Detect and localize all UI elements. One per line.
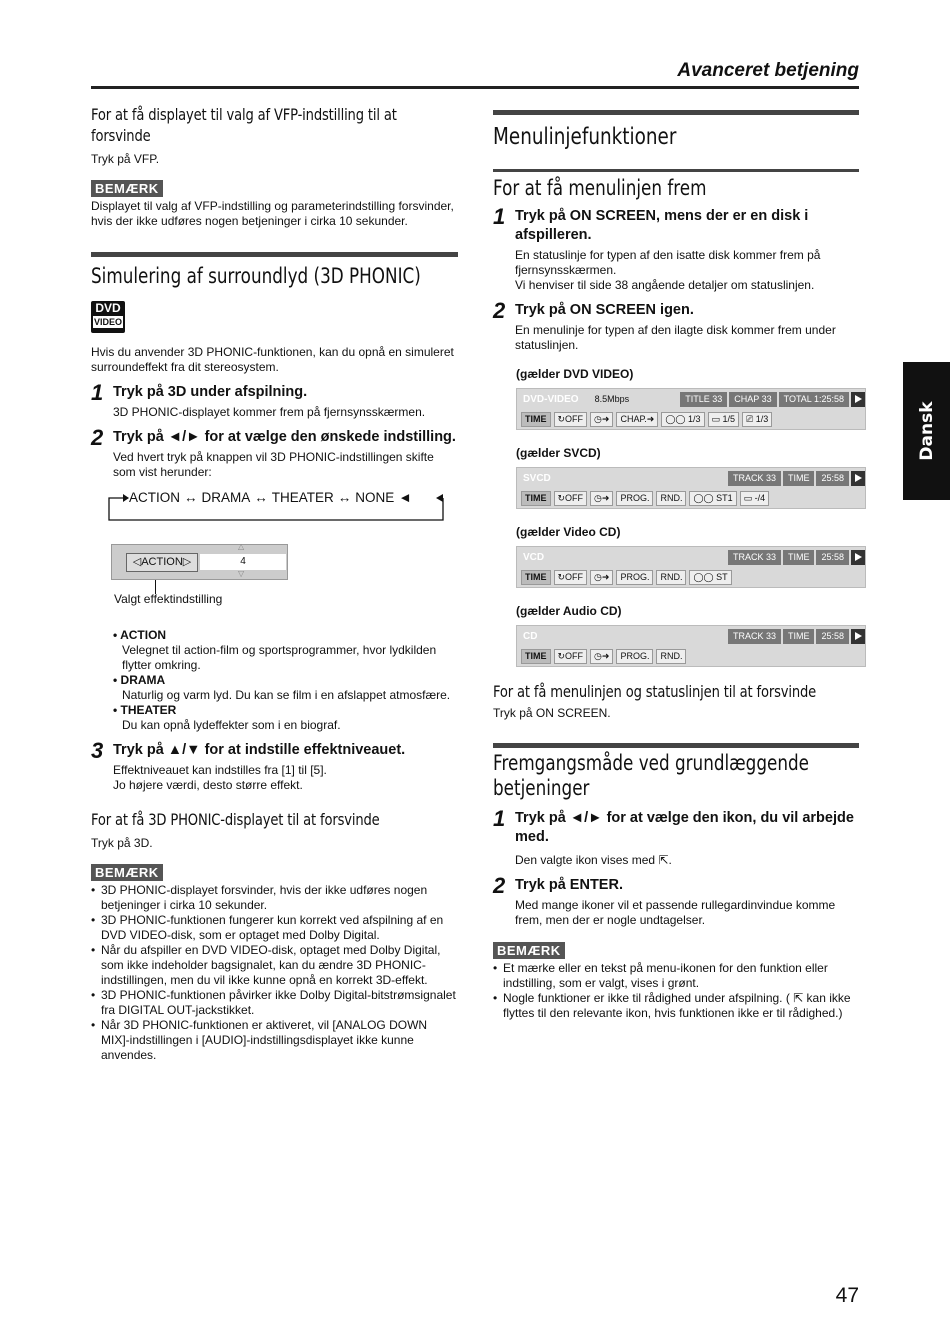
osd-label: (gælder SVCD) (516, 446, 601, 460)
menu-bar (517, 567, 865, 587)
step-title: Tryk på ENTER. (515, 877, 623, 893)
status-segment: 25:58 (816, 629, 849, 644)
menu-step-2 (493, 298, 859, 353)
step-text: Den valgte ikon vises med ⇱. (515, 853, 672, 867)
effect-theater: THEATER (271, 490, 334, 505)
display-caption: Valgt effektindstilling (114, 592, 223, 606)
play-icon (851, 629, 865, 644)
vfp-heading: For at få displayet til valg af VFP-indstilling til at forsvinde (91, 105, 397, 145)
effect-cycle-diagram (91, 488, 458, 528)
play-icon (851, 471, 865, 486)
section-rule (91, 252, 458, 257)
basic-heading: Fremgangsmåde ved grundlæggende betjeninger (493, 751, 809, 800)
status-segment: TRACK 33 (728, 550, 781, 565)
step-text: Ved hvert tryk på knappen vil 3D PHONIC-indstillingen skifte som vist herunder: (113, 450, 434, 479)
effect-desc-title: THEATER (120, 703, 177, 717)
menu-step-1 (493, 204, 859, 293)
step-number: 2 (493, 298, 506, 323)
effect-descriptions (91, 628, 458, 733)
menu-bar-item[interactable]: RND. (656, 570, 686, 585)
osd-bar (516, 625, 866, 667)
step-text: Jo højere værdi, desto større effekt. (113, 778, 303, 792)
menu-bar-item[interactable]: ↻OFF (554, 649, 588, 664)
step-text: Vi henviser til side 38 angående detaljer om statuslinjen. (515, 278, 815, 292)
back-arrow-icon: ◄ (398, 490, 412, 505)
osd-example (516, 604, 859, 667)
right-column (493, 104, 859, 1021)
status-bar (517, 547, 865, 567)
menu-bar-item[interactable]: RND. (656, 491, 686, 506)
step-number: 2 (91, 425, 104, 450)
phonic-intro: Hvis du anvender 3D PHONIC-funktionen, kan du opnå en simuleret surroundeffekt fra dit stereosystem. (91, 345, 454, 374)
down-arrow-icon: ▽ (238, 569, 245, 578)
menu-bar-item[interactable]: ↻OFF (554, 412, 588, 427)
phonic-mode-label (126, 553, 198, 572)
sub-rule (493, 169, 859, 172)
note-item: • Nogle funktioner er ikke til rådighed under afspilning. ( ⇱ kan ikke flyttes til den relevante ikon, hvis funktionen ikke er til rådighed.) (493, 991, 859, 1021)
hide3d-note-badge: BEMÆRK (91, 864, 163, 881)
section-rule (493, 110, 859, 115)
step-title: Tryk på ON SCREEN igen. (515, 302, 694, 318)
effect-desc-title: ACTION (120, 628, 167, 642)
left-column (91, 104, 458, 1063)
status-bar (517, 389, 865, 409)
menu-bar-item[interactable]: TIME (521, 491, 551, 506)
menu-bar-item[interactable]: TIME (521, 570, 551, 585)
menu-bar-item[interactable]: TIME (521, 412, 551, 427)
effect-none: NONE (355, 490, 395, 505)
menu-bar-item[interactable]: PROG. (616, 570, 653, 585)
osd-label: (gælder DVD VIDEO) (516, 367, 634, 381)
hidemenu-heading: For at få menulinjen og statuslinjen til at forsvinde (493, 682, 817, 701)
step-title: Tryk på ◄/► for at vælge den ikon, du vil arbejde med. (515, 810, 854, 845)
menu-bar-item[interactable]: TIME (521, 649, 551, 664)
effect-list (129, 490, 412, 505)
menu-bar-item[interactable]: ◷➜ (590, 570, 613, 585)
menu-bar-item[interactable]: ▭ -/4 (740, 491, 770, 506)
status-segment: TIME (783, 629, 815, 644)
cursor-icon: ⇱ (658, 853, 669, 867)
osd-example (516, 446, 859, 509)
vfp-text: Tryk på VFP. (91, 152, 160, 166)
osd-example (516, 367, 859, 430)
play-icon (851, 392, 865, 407)
bitrate-readout: 8.5Mbps (594, 394, 630, 404)
menu-bar (517, 646, 865, 666)
menu-bar-item[interactable]: ◯◯ ST (689, 570, 731, 585)
swap-arrow-icon: ↔ (337, 490, 352, 505)
menu-bar-item[interactable]: PROG. (616, 491, 653, 506)
step-number: 1 (493, 806, 506, 831)
osd-example (516, 525, 859, 588)
effect-desc: • ACTION Velegnet til action-film og sportsprogrammer, hvor lydkilden flytter omkring. (113, 628, 458, 673)
section-rule (493, 743, 859, 748)
vfp-note-text: Displayet til valg af VFP-indstilling og parameterindstilling forsvinder, hvis der ikke udføres nogen betjeninger i cirka 10 sekunder. (91, 199, 454, 228)
step-title: Tryk på 3D under afspilning. (113, 384, 308, 400)
menu-bar-item[interactable]: CHAP.➜ (616, 412, 658, 427)
osd-label: (gælder Audio CD) (516, 604, 622, 618)
step-text-content: Den valgte ikon vises med (515, 853, 656, 867)
effect-desc-text: Naturlig og varm lyd. Du kan se film i en afslappet atmosfære. (122, 688, 451, 702)
menu-bar-item[interactable]: RND. (656, 649, 686, 664)
menu-sub-heading: For at få menulinjen frem (493, 176, 707, 200)
step-text: Med mange ikoner vil et passende rullegardinvindue komme frem, men der er nogle undtagelser. (515, 898, 836, 927)
step-text: En statuslinje for typen af den isatte disk kommer frem på fjernsynsskærmen. (515, 248, 821, 277)
menu-bar (517, 488, 865, 508)
menu-bar-item[interactable]: ⎚ 1/3 (742, 412, 772, 427)
page-header-title: Avanceret betjening (677, 60, 859, 81)
phonic-level-value: 4 (200, 554, 286, 570)
step-text: Effektniveauet kan indstilles fra [1] til [5]. (113, 763, 327, 777)
menu-bar (517, 409, 865, 429)
language-tab-label: Dansk (916, 401, 937, 461)
effect-desc-title: DRAMA (120, 673, 166, 687)
phonic-step-2 (91, 425, 458, 480)
hidemenu-text: Tryk på ON SCREEN. (493, 706, 611, 720)
status-segment: 25:58 (816, 550, 849, 565)
phonic-mode-value: ACTION (141, 556, 183, 568)
status-segment: TIME (783, 471, 815, 486)
phonic-heading: Simulering af surroundlyd (3D PHONIC) (91, 264, 421, 288)
osd-bar (516, 467, 866, 509)
vfp-note-badge: BEMÆRK (91, 180, 163, 197)
effect-desc-text: Du kan opnå lydeffekter som i en biograf. (122, 718, 341, 732)
dvd-logo-top: DVD (95, 301, 121, 315)
osd-bar (516, 388, 866, 430)
swap-arrow-icon: ↔ (254, 490, 268, 505)
basic-note-badge: BEMÆRK (493, 942, 565, 959)
up-arrow-icon: △ (238, 542, 245, 551)
language-tab (903, 362, 950, 500)
osd-examples (493, 367, 859, 667)
basic-notes (493, 961, 859, 1021)
menu-bar-item[interactable]: ◷➜ (590, 412, 613, 427)
dvd-logo-bottom: VIDEO (93, 317, 122, 327)
status-segment: TRACK 33 (728, 471, 781, 486)
step-title: Tryk på ▲/▼ for at indstille effektniveauet. (113, 742, 406, 758)
menu-bar-item[interactable]: ◷➜ (590, 649, 613, 664)
menu-bar-item[interactable]: ◷➜ (590, 491, 613, 506)
effect-drama: DRAMA (201, 490, 251, 505)
left-chevron-icon: ◁ (132, 556, 142, 568)
hide3d-notes (91, 883, 458, 1063)
status-segment: CHAP 33 (729, 392, 776, 407)
phonic-display-figure (91, 542, 458, 614)
play-icon (851, 550, 865, 565)
dvd-video-logo (91, 301, 125, 333)
step-number: 1 (493, 204, 506, 229)
menu-bar-item[interactable]: PROG. (616, 649, 653, 664)
step-number: 3 (91, 738, 104, 763)
status-segment: 25:58 (816, 471, 849, 486)
step-title: Tryk på ◄/► for at vælge den ønskede indstilling. (113, 429, 456, 445)
osd-bar (516, 546, 866, 588)
hide3d-heading: For at få 3D PHONIC-displayet til at forsvinde (91, 810, 380, 829)
status-bar (517, 626, 865, 646)
status-segment: TRACK 33 (728, 629, 781, 644)
phonic-display (111, 544, 288, 580)
phonic-step-3 (91, 738, 458, 793)
disc-type-tag: SVCD (523, 472, 551, 484)
step-text: En menulinje for typen af den ilagte disk kommer frem under statuslinjen. (515, 323, 836, 352)
status-segment: TIME (783, 550, 815, 565)
effect-action: ACTION (129, 490, 181, 505)
note-item: • Når 3D PHONIC-funktionen er aktiveret, vil [ANALOG DOWN MIX]-indstillingen i [AUDIO]-indstillingsdisplayet ikke kunne anvendes. (91, 1018, 458, 1063)
note-item: • Et mærke eller en tekst på menu-ikonen for den funktion eller indstilling, som er valgt, vises i grønt. (493, 961, 859, 991)
note-item: • 3D PHONIC-funktionen fungerer kun korrekt ved afspilning af en DVD VIDEO-disk, som er optaget med Dolby Digital. (91, 913, 458, 943)
step-number: 2 (493, 873, 506, 898)
step-number: 1 (91, 380, 104, 405)
phonic-step-1 (91, 380, 458, 420)
basic-step-1 (493, 806, 859, 868)
menu-bar-item[interactable]: ▭ 1/5 (708, 412, 740, 427)
status-segment: TOTAL 1:25:58 (779, 392, 849, 407)
step-title: Tryk på ON SCREEN, mens der er en disk i afspilleren. (515, 208, 809, 243)
menu-bar-item[interactable]: ◯◯ ST1 (689, 491, 736, 506)
status-bar (517, 468, 865, 488)
disc-type-tag: DVD-VIDEO (523, 393, 579, 405)
step-text: 3D PHONIC-displayet kommer frem på fjernsynsskærmen. (113, 405, 426, 419)
note-item: • Når du afspiller en DVD VIDEO-disk, optaget med Dolby Digital, som ikke indeholder bagsignalet, kan du ændre 3D PHONIC-indstillingen, men du vil ikke kunne opnå en korrekt 3D-effekt. (91, 943, 458, 988)
header-rule (91, 86, 859, 89)
swap-arrow-icon: ↔ (184, 490, 198, 505)
osd-label: (gælder Video CD) (516, 525, 621, 539)
menu-heading: Menulinjefunktioner (493, 124, 677, 150)
page-number: 47 (835, 1284, 859, 1307)
status-segment: TITLE 33 (680, 392, 727, 407)
disc-type-tag: VCD (523, 551, 545, 563)
effect-desc: • THEATER Du kan opnå lydeffekter som i en biograf. (113, 703, 458, 733)
basic-step-2 (493, 873, 859, 928)
effect-desc: • DRAMA Naturlig og varm lyd. Du kan se film i en afslappet atmosfære. (113, 673, 458, 703)
note-item: • 3D PHONIC-displayet forsvinder, hvis der ikke udføres nogen betjeninger i cirka 10 sekunder. (91, 883, 458, 913)
disc-type-tag: CD (523, 630, 538, 642)
hide3d-text: Tryk på 3D. (91, 836, 153, 850)
menu-bar-item[interactable]: ↻OFF (554, 491, 588, 506)
menu-bar-item[interactable]: ↻OFF (554, 570, 588, 585)
note-item: • 3D PHONIC-funktionen påvirker ikke Dolby Digital-bitstrømsignalet fra DIGITAL OUT-jackstikket. (91, 988, 458, 1018)
effect-desc-text: Velegnet til action-film og sportsprogrammer, hvor lydkilden flytter omkring. (122, 643, 437, 672)
right-chevron-icon: ▷ (182, 556, 192, 568)
menu-bar-item[interactable]: ◯◯ 1/3 (661, 412, 704, 427)
